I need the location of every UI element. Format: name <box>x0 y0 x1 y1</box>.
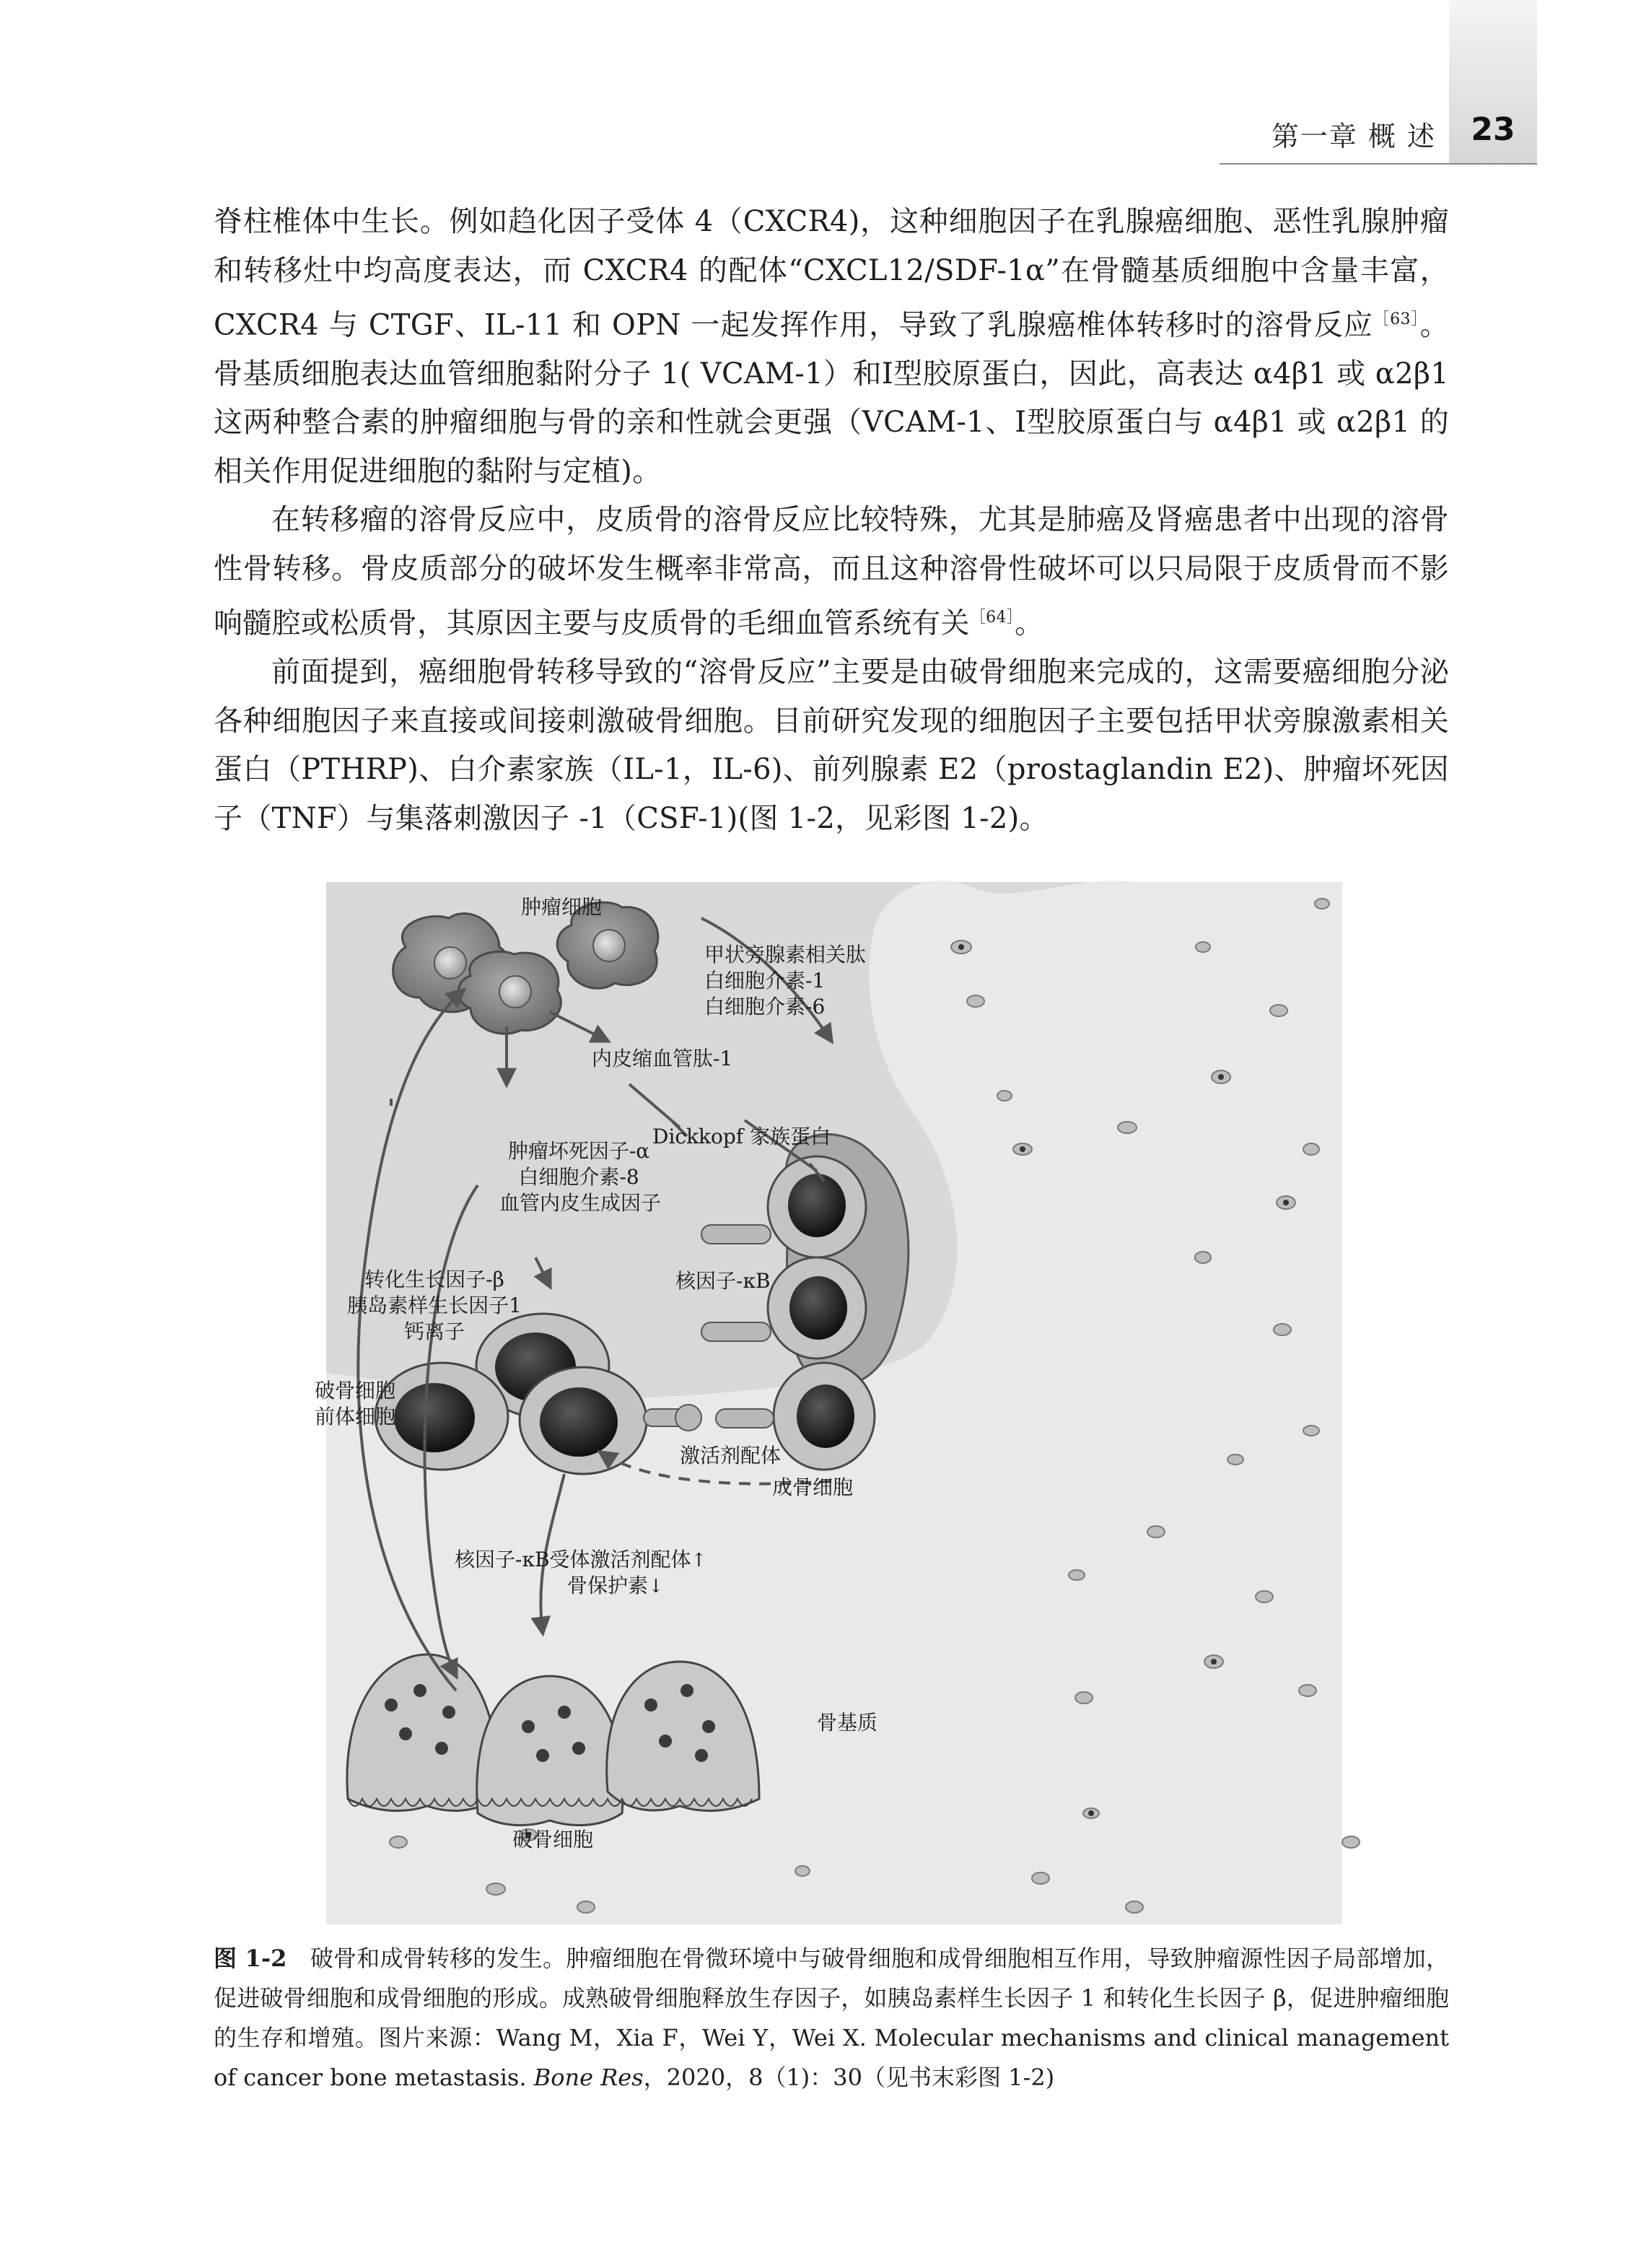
label-pthrp: 甲状旁腺素相关肽 <box>704 943 867 967</box>
paragraph-2-text-b: 。 <box>1015 606 1044 640</box>
paragraph-1 <box>214 198 1449 496</box>
mature-osteoclasts <box>347 1654 759 1826</box>
label-tnf: 肿瘤坏死因子-α <box>507 1139 650 1163</box>
caption-journal: Bone Res <box>533 2064 644 2091</box>
citation-63: ［63］ <box>1373 310 1420 328</box>
label-precursor-1: 破骨细胞 <box>314 1379 395 1403</box>
label-dickkopf: Dickkopf 家族蛋白 <box>652 1125 831 1148</box>
paragraph-2 <box>214 496 1449 648</box>
figure-caption <box>214 1939 1449 2098</box>
label-osteoclast: 破骨细胞 <box>512 1828 594 1852</box>
caption-figure-number: 图 1-2 <box>214 1945 287 1972</box>
page-number: 23 <box>1471 111 1515 148</box>
body-text <box>214 198 1449 843</box>
label-precursor-2: 前体细胞 <box>314 1405 395 1429</box>
down-arrow-icon: ↓ <box>648 1576 664 1597</box>
paragraph-1-text-a: 脊柱椎体中生长。例如趋化因子受体 4（CXCR4)，这种细胞因子在乳腺癌细胞、恶性乳腺肿瘤和转移灶中均高度表达，而 CXCR4 的配体“CXCL12/SDF-1α”在骨髓基质细胞中含量丰富，CXCR4 与 CTGF、IL-11 和 OPN 一起发挥作用，导致了乳腺癌椎体转移时的溶骨反应 <box>214 205 1449 342</box>
header-rule <box>1220 163 1537 165</box>
label-osteoblast: 成骨细胞 <box>772 1475 854 1499</box>
figure-1-2 <box>314 882 1342 1924</box>
paragraph-3 <box>214 648 1449 843</box>
caption-citation: ，2020，8（1)：30（见书末彩图 1-2) <box>643 2064 1055 2091</box>
paragraph-2-text-a: 在转移瘤的溶骨反应中，皮质骨的溶骨反应比较特殊，尤其是肺癌及肾癌患者中出现的溶骨性骨转移。骨皮质部分的破坏发生概率非常高，而且这种溶骨性破坏可以只局限于皮质骨而不影响髓腔或松质骨，其原因主要与皮质骨的毛细血管系统有关 <box>214 503 1449 640</box>
paragraph-3-text: 前面提到，癌细胞骨转移导致的“溶骨反应”主要是由破骨细胞来完成的，这需要癌细胞分泌各种细胞因子来直接或间接刺激破骨细胞。目前研究发现的细胞因子主要包括甲状旁腺激素相关蛋白（PTHRP)、白介素家族（IL-1，IL-6)、前列腺素 E2（prostaglandin E2)、肿瘤坏死因子（TNF）与集落刺激因子 -1（CSF-1)(图 1-2，见彩图 1-2)。 <box>214 655 1449 835</box>
up-arrow-icon: ↑ <box>691 1550 707 1571</box>
label-vegf: 血管内皮生成因子 <box>499 1191 662 1215</box>
label-tumor-cells: 肿瘤细胞 <box>521 895 603 919</box>
label-il1: 白细胞介素-1 <box>704 969 826 993</box>
caption-text: 破骨和成骨转移的发生。肿瘤细胞在骨微环境中与破骨细胞和成骨细胞相互作用，导致肿瘤源性因子局部增加，促进破骨细胞和成骨细胞的形成。成熟破骨细胞释放生存因子，如胰岛素样生长因子 1 和转化生长因子 β，促进肿瘤细胞的生存和增殖。图片来源：Wang M，Xia F，Wei Y，Wei X. Molecular mechanisms and clinical management of cancer bone metastasis. <box>214 1945 1449 2091</box>
label-il6: 白细胞介素-6 <box>704 995 826 1019</box>
citation-64: ［64］ <box>969 609 1015 627</box>
label-nfkb: 核因子-κB <box>675 1269 771 1293</box>
label-activator-ligand: 激活剂配体 <box>680 1444 782 1467</box>
chapter-title: 第一章 概 述 <box>1271 121 1436 152</box>
label-rankl-text: 核因子-κB受体激活剂配体 <box>455 1548 691 1571</box>
label-calcium: 钙离子 <box>403 1320 465 1343</box>
label-rankl <box>455 1548 706 1573</box>
label-opg <box>567 1574 664 1599</box>
label-tgf: 转化生长因子-β <box>364 1268 504 1291</box>
label-il8: 白细胞介素-8 <box>518 1165 639 1189</box>
figure-illustration <box>326 882 1342 1924</box>
label-opg-text: 骨保护素 <box>567 1574 649 1597</box>
label-endothelin: 内皮缩血管肽-1 <box>592 1047 733 1070</box>
tumor-cells <box>393 902 658 1034</box>
label-igf1: 胰岛素样生长因子1 <box>347 1294 522 1317</box>
paragraph-1-text-b: 。骨基质细胞表达血管细胞黏附分子 1( VCAM-1）和Ⅰ型胶原蛋白，因此，高表达 α4β1 或 α2β1 这两种整合素的肿瘤细胞与骨的亲和性就会更强（VCAM-1、Ⅰ型胶原蛋白与 α4β1 或 α2β1 的相关作用促进细胞的黏附与定植)。 <box>214 308 1449 488</box>
label-bone-matrix: 骨基质 <box>817 1711 878 1735</box>
